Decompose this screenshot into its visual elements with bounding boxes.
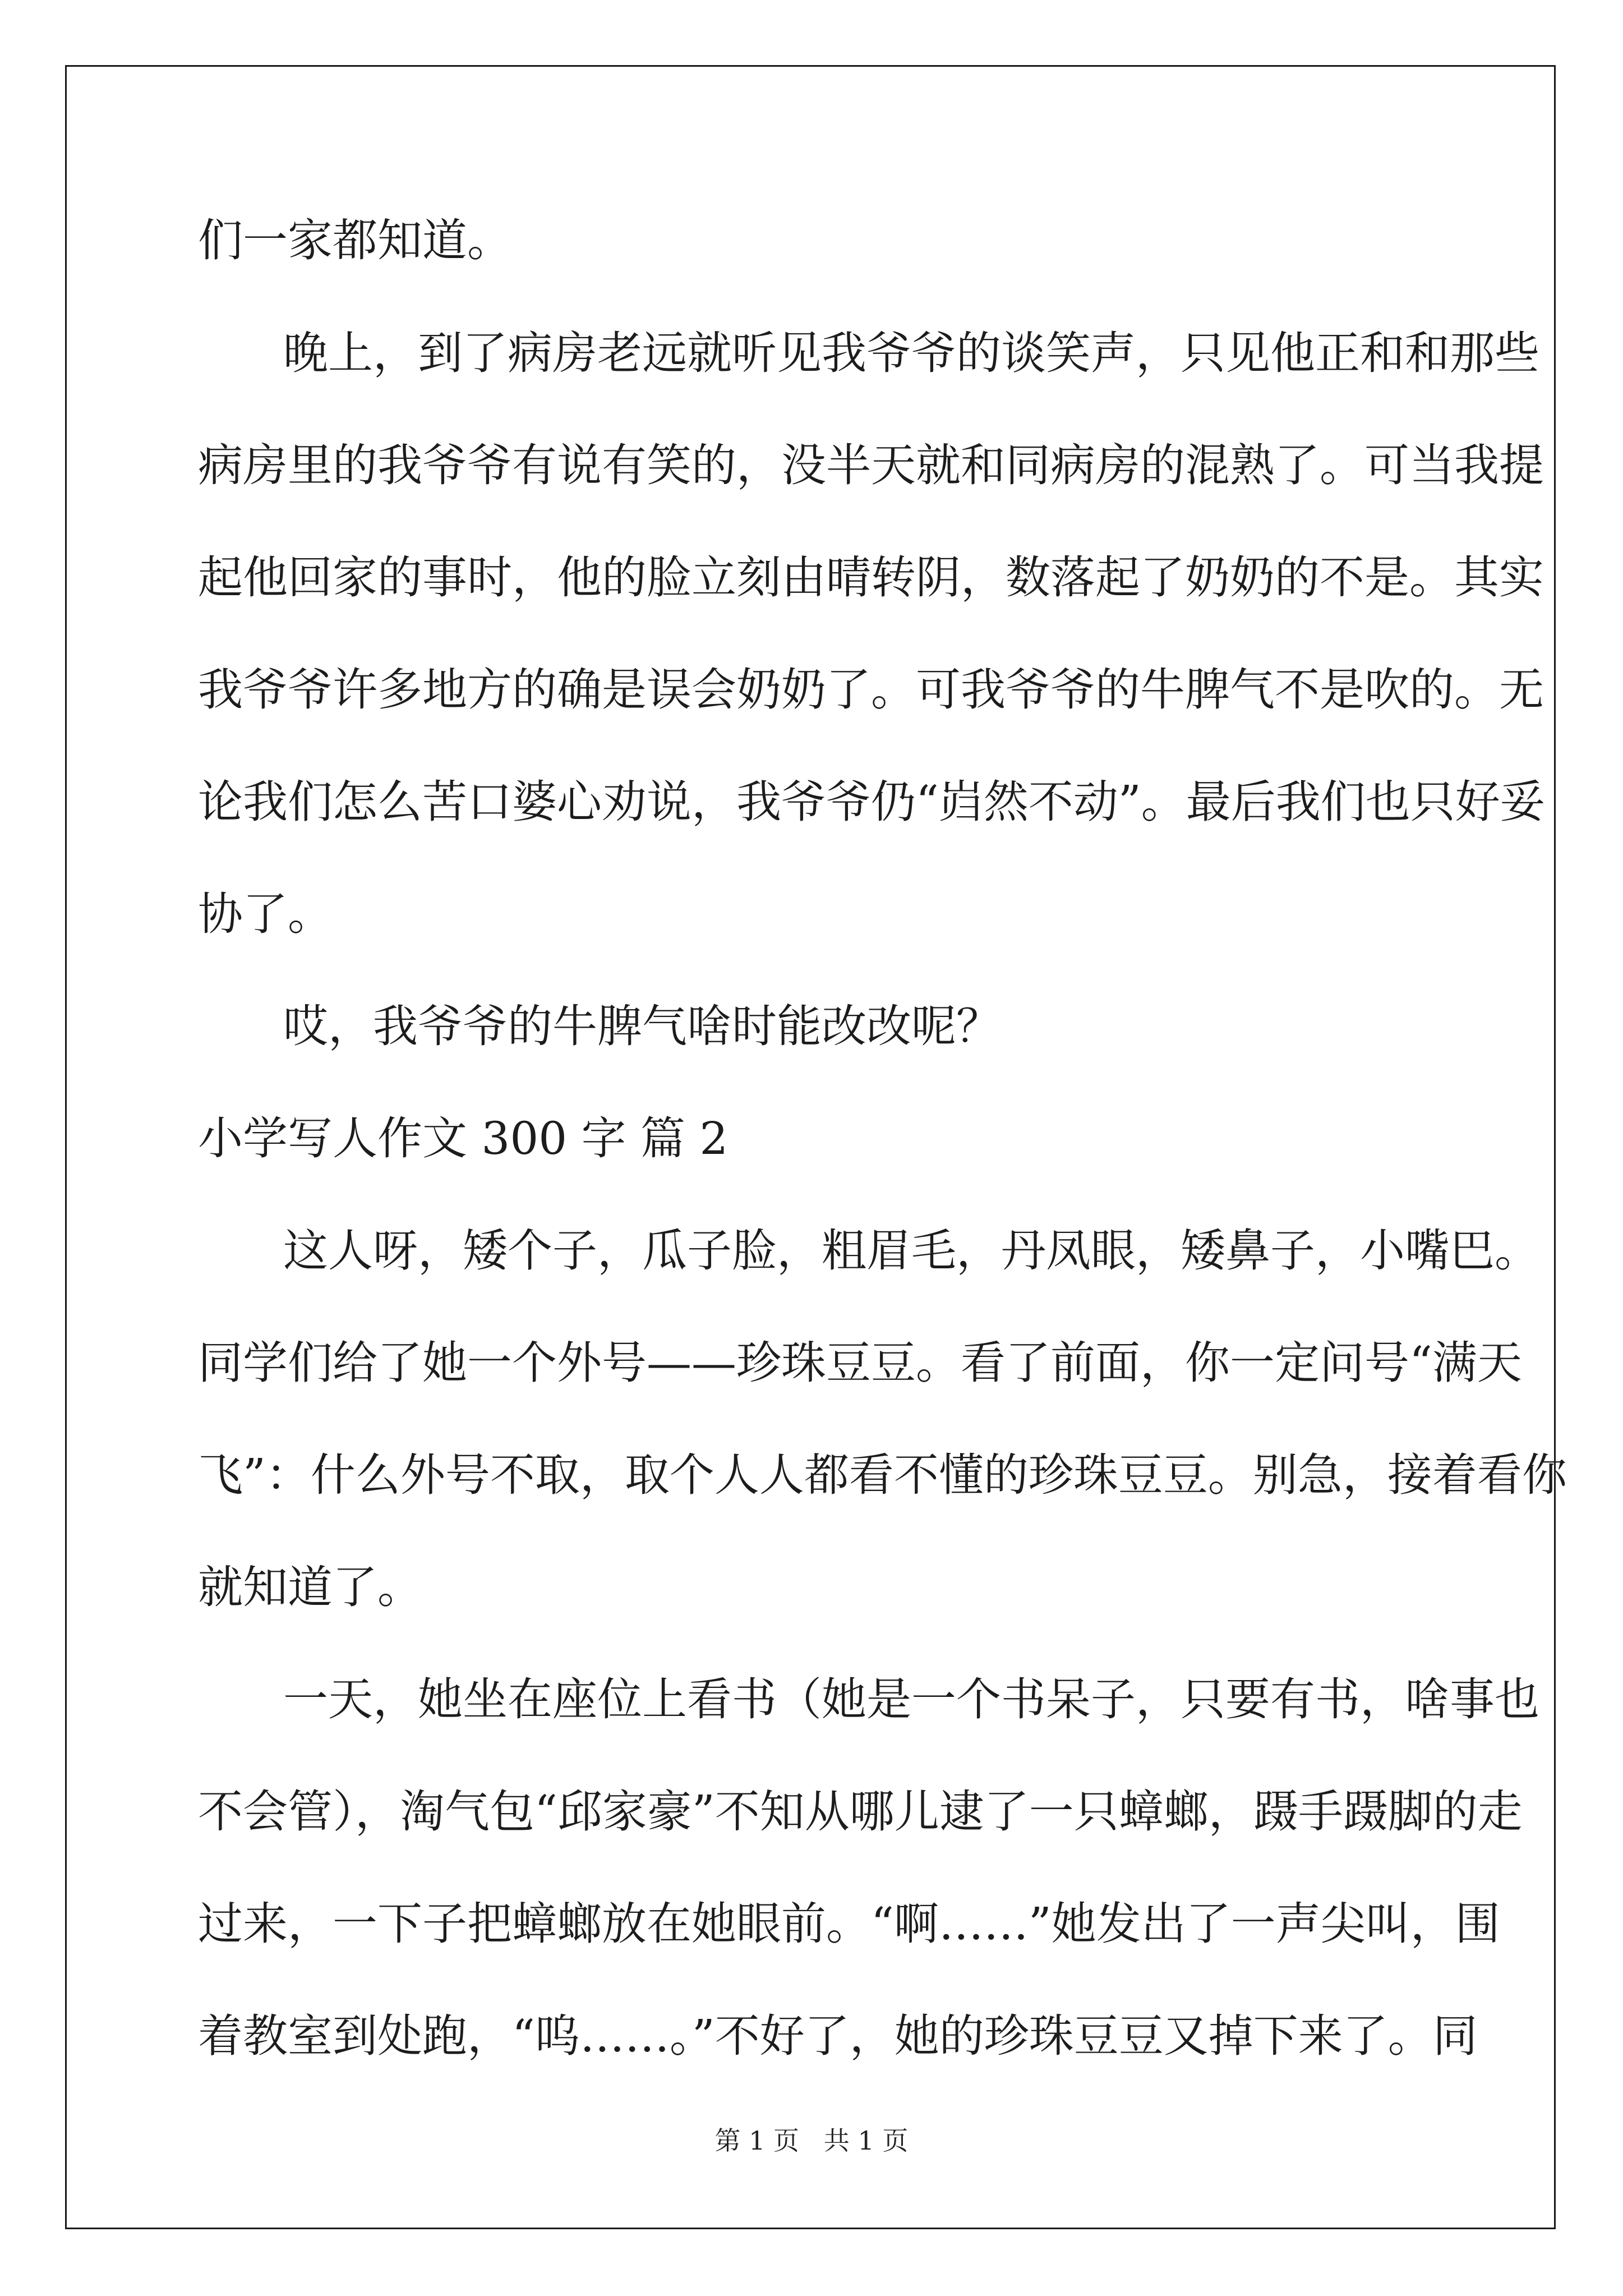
paragraph-line: 病房里的我爷爷有说有笑的，没半天就和同病房的混熟了。可当我提 [198, 439, 1544, 491]
paragraph-line: 飞”：什么外号不取，取个人人都看不懂的珍珠豆豆。别急，接着看你 [198, 1449, 1567, 1501]
paragraph-line: 着教室到处跑，“呜……。”不好了，她的珍珠豆豆又掉下来了。同 [198, 2010, 1478, 2062]
paragraph-line: 协了。 [198, 888, 333, 940]
paragraph-line: 过来，一下子把蟑螂放在她眼前。“啊……”她发出了一声尖叫，围 [198, 1898, 1500, 1950]
page-footer: 第 1 页 共 1 页 [714, 2125, 909, 2156]
paragraph-line: 们一家都知道。 [198, 214, 512, 266]
paragraph-line: 一天，她坐在座位上看书（她是一个书呆子，只要有书，啥事也 [283, 1673, 1539, 1726]
paragraph-line: 晚上，到了病房老远就听见我爷爷的谈笑声，只见他正和和那些 [283, 327, 1539, 379]
paragraph-line: 不会管），淘气包“邱家豪”不知从哪儿逮了一只蟑螂，蹑手蹑脚的走 [198, 1786, 1523, 1838]
paragraph-line: 同学们给了她一个外号——珍珠豆豆。看了前面，你一定问号“满天 [198, 1337, 1522, 1389]
paragraph-line: 就知道了。 [198, 1561, 422, 1613]
paragraph-line: 这人呀，矮个子，瓜子脸，粗眉毛，丹凤眼，矮鼻子，小嘴巴。 [283, 1225, 1539, 1277]
paragraph-line: 论我们怎么苦口婆心劝说，我爷爷仍“岿然不动”。最后我们也只好妥 [198, 776, 1545, 828]
paragraph-line: 哎，我爷爷的牛脾气啥时能改改呢？ [283, 1000, 1001, 1052]
paragraph-line: 起他回家的事时，他的脸立刻由晴转阴，数落起了奶奶的不是。其实 [198, 551, 1544, 604]
section-heading: 小学写人作文 300 字 篇 2 [198, 1112, 728, 1165]
paragraph-line: 我爷爷许多地方的确是误会奶奶了。可我爷爷的牛脾气不是吹的。无 [198, 664, 1544, 716]
